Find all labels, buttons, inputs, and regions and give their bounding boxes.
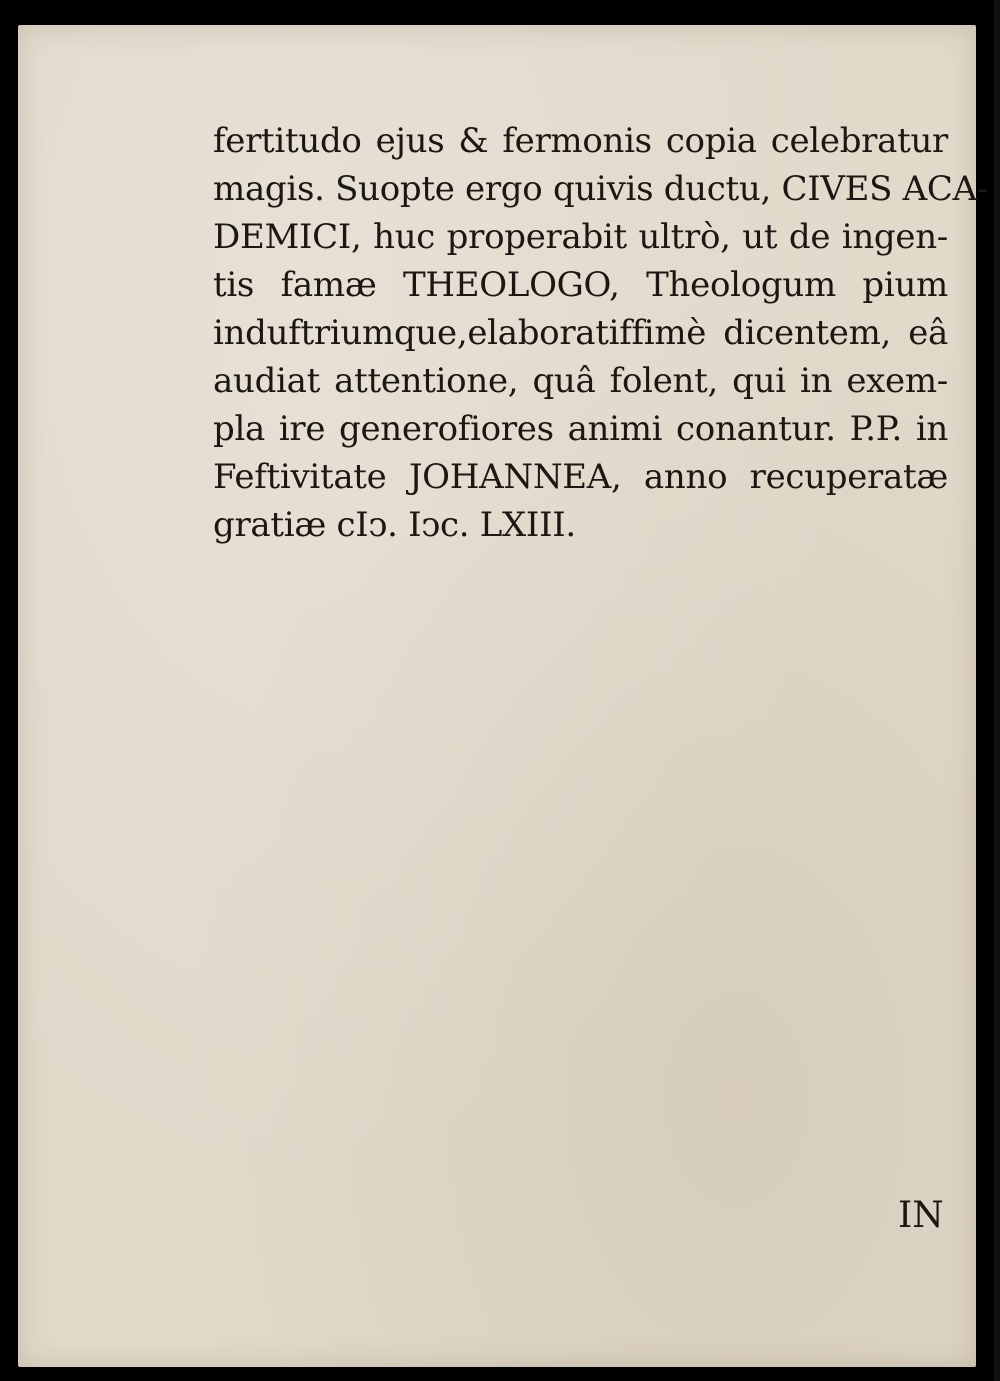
text-line-8: Feftivitate JOHANNEA, anno recuperatæ — [213, 457, 948, 497]
scan-edge — [994, 0, 1000, 1381]
text-line-6: audiat attentione, quâ folent, qui in exem- — [213, 361, 948, 401]
catchword: IN — [898, 1195, 944, 1236]
body-text — [213, 117, 989, 549]
text-line-5: induftriumque,elaboratiffimè dicentem, eâ — [213, 313, 948, 353]
text-line-7: pla ire generofiores animi conantur. P.P. in — [213, 409, 948, 449]
text-line-4: tis famæ THEOLOGO, Theologum pium — [213, 265, 948, 305]
text-line-2: magis. Suopte ergo quivis ductu, CIVES ACA- — [213, 169, 989, 209]
document-page — [18, 25, 989, 1367]
text-line-9: gratiæ cIↄ. Iↄc. LXIII. — [213, 505, 576, 545]
text-line-3: DEMICI, huc properabit ultrò, ut de ingen- — [213, 217, 948, 257]
text-line-1: fertitudo ejus & fermonis copia celebratur — [213, 121, 948, 161]
